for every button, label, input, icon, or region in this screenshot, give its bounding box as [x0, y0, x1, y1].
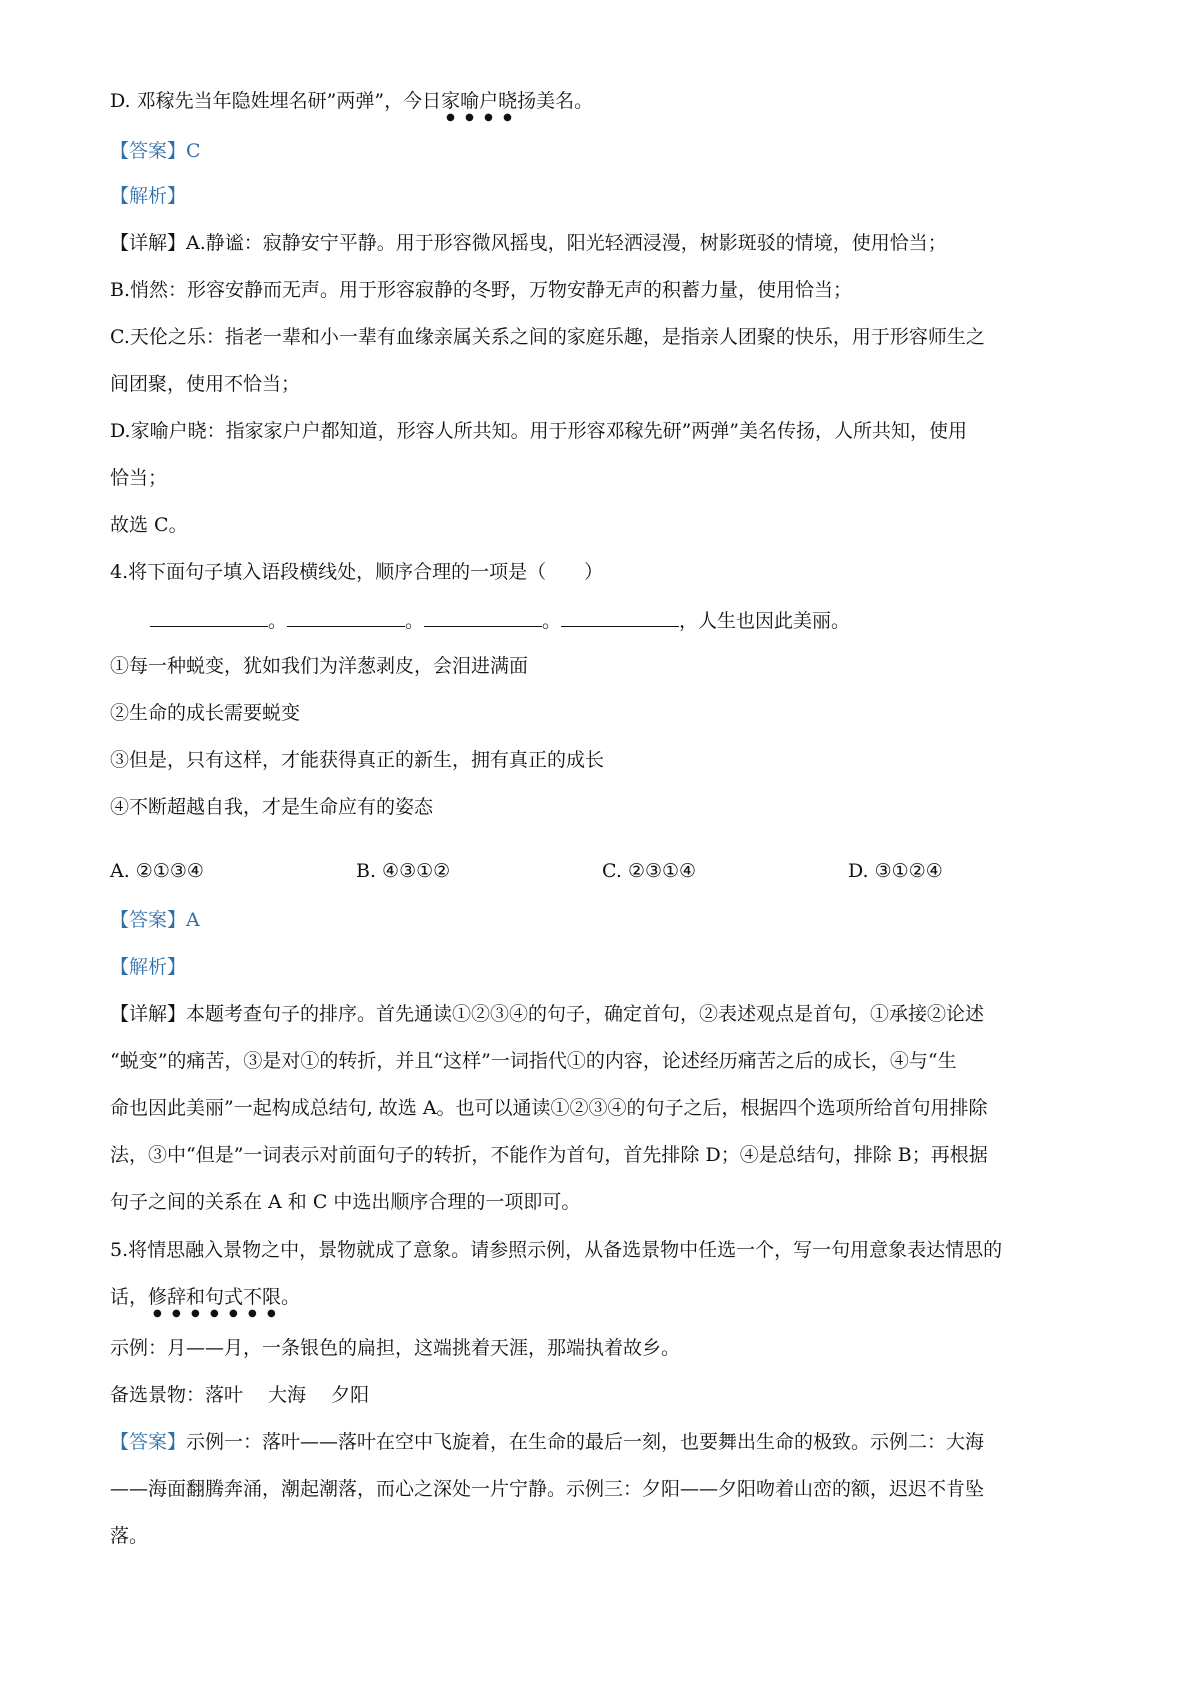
- answer-text: 示例一：落叶——落叶在空中飞旋着，在生命的最后一刻，也要舞出生命的极致。示例二：大海: [186, 1431, 985, 1453]
- q4-sentence: ③但是，只有这样，才能获得真正的新生，拥有真正的成长: [110, 749, 605, 771]
- answer-value: C: [186, 140, 201, 162]
- q3-detail-line: 间团聚，使用不恰当；: [110, 373, 301, 395]
- q5-candidates: 备选景物：落叶 大海 夕阳: [110, 1384, 370, 1406]
- q4-option-c: C. ②③①④: [602, 860, 697, 882]
- q3-detail-line: C.天伦之乐：指老一辈和小一辈有血缘亲属关系之间的家庭乐趣，是指亲人团聚的快乐，用于形容师生之: [110, 326, 985, 348]
- q4-option-d: D. ③①②④: [848, 860, 943, 882]
- q4-sentence: ②生命的成长需要蜕变: [110, 702, 301, 724]
- q4-detail-line: “蜕变”的痛苦，③是对①的转折，并且“这样”一词指代①的内容，论述经历痛苦之后的成长，④与“生: [110, 1050, 957, 1072]
- q3-option-d-emphasis: 家喻户晓: [441, 90, 518, 112]
- q3-answer: [110, 138, 1110, 164]
- q5-stem-emphasis: 修辞和句式不限: [148, 1286, 282, 1308]
- answer-label: 【答案】: [110, 909, 187, 931]
- q4-sentence: ④不断超越自我，才是生命应有的姿态: [110, 796, 434, 818]
- q3-detail-line: D.家喻户晓：指家家户户都知道，形容人所共知。用于形容邓稼先研”两弹”美名传扬，人所共知，使用: [110, 420, 968, 442]
- q5-stem-line1: 5.将情思融入景物之中，景物就成了意象。请参照示例，从备选景物中任选一个，写一句用意象表达情思的: [110, 1239, 1003, 1261]
- q5-stem-suffix: 。: [281, 1286, 301, 1308]
- q4-detail-line: 【详解】本题考查句子的排序。首先通读①②③④的句子，确定首句，②表述观点是首句，①承接②论述: [110, 1003, 985, 1025]
- q5-answer-line: 落。: [110, 1525, 149, 1547]
- q4-detail-line: 句子之间的关系在 A 和 C 中选出顺序合理的一项即可。: [110, 1191, 581, 1213]
- q3-option-d: [110, 88, 1110, 123]
- q4-detail-line: 法，③中“但是”一词表示对前面句子的转折，不能作为首句，首先排除 D；④是总结句，排除 B；再根据: [110, 1144, 988, 1166]
- fill-blank: [424, 606, 542, 627]
- q4-detail-line: 命也因此美丽”一起构成总结句, 故选 A。也可以通读①②③④的句子之后，根据四个选项所给首句用排除: [110, 1097, 988, 1119]
- q4-stem: 4.将下面句子填入语段横线处，顺序合理的一项是（ ）: [110, 561, 604, 583]
- fill-blank: [150, 606, 268, 627]
- q3-option-d-suffix: 扬美名。: [517, 90, 594, 112]
- q4-blanks-tail: ，人生也因此美丽。: [679, 610, 851, 632]
- fill-blank: [561, 606, 679, 627]
- q3-detail-line: B.悄然：形容安静而无声。用于形容寂静的冬野，万物安静无声的积蓄力量，使用恰当；: [110, 279, 853, 301]
- q5-stem-prefix: 话，: [110, 1286, 149, 1308]
- blank-separator: 。: [268, 610, 288, 632]
- fill-blank: [287, 606, 405, 627]
- q4-analysis-label: 【解析】: [110, 956, 187, 978]
- q5-answer-line: [110, 1429, 1110, 1455]
- q3-detail-line: 【详解】A.静谧：寂静安宁平静。用于形容微风摇曳，阳光轻洒浸漫，树影斑驳的情境，使用恰当；: [110, 232, 947, 254]
- q3-detail-line: 故选 C。: [110, 514, 188, 536]
- answer-value: A: [186, 909, 200, 931]
- q4-sentence: ①每一种蜕变，犹如我们为洋葱剥皮，会泪进满面: [110, 655, 529, 677]
- q3-analysis-label: 【解析】: [110, 185, 187, 207]
- blank-separator: 。: [405, 610, 425, 632]
- q5-answer-line: ——海面翻腾奔涌，潮起潮落，而心之深处一片宁静。示例三：夕阳——夕阳吻着山峦的额，迟迟不肯坠: [110, 1478, 985, 1500]
- answer-label: 【答案】: [110, 140, 187, 162]
- q4-option-b: B. ④③①②: [356, 860, 451, 882]
- blank-separator: 。: [542, 610, 562, 632]
- answer-label: 【答案】: [110, 1431, 187, 1453]
- q4-blanks-line: [150, 606, 1110, 634]
- q3-detail-line: 恰当；: [110, 467, 168, 489]
- q5-stem-line2: [110, 1284, 1110, 1319]
- q5-example: 示例：月——月，一条银色的扁担，这端挑着天涯，那端执着故乡。: [110, 1337, 681, 1359]
- q4-option-a: A. ②①③④: [110, 860, 204, 882]
- q4-answer: [110, 907, 1110, 933]
- q3-option-d-prefix: D. 邓稼先当年隐姓埋名研”两弹”，今日: [110, 90, 442, 112]
